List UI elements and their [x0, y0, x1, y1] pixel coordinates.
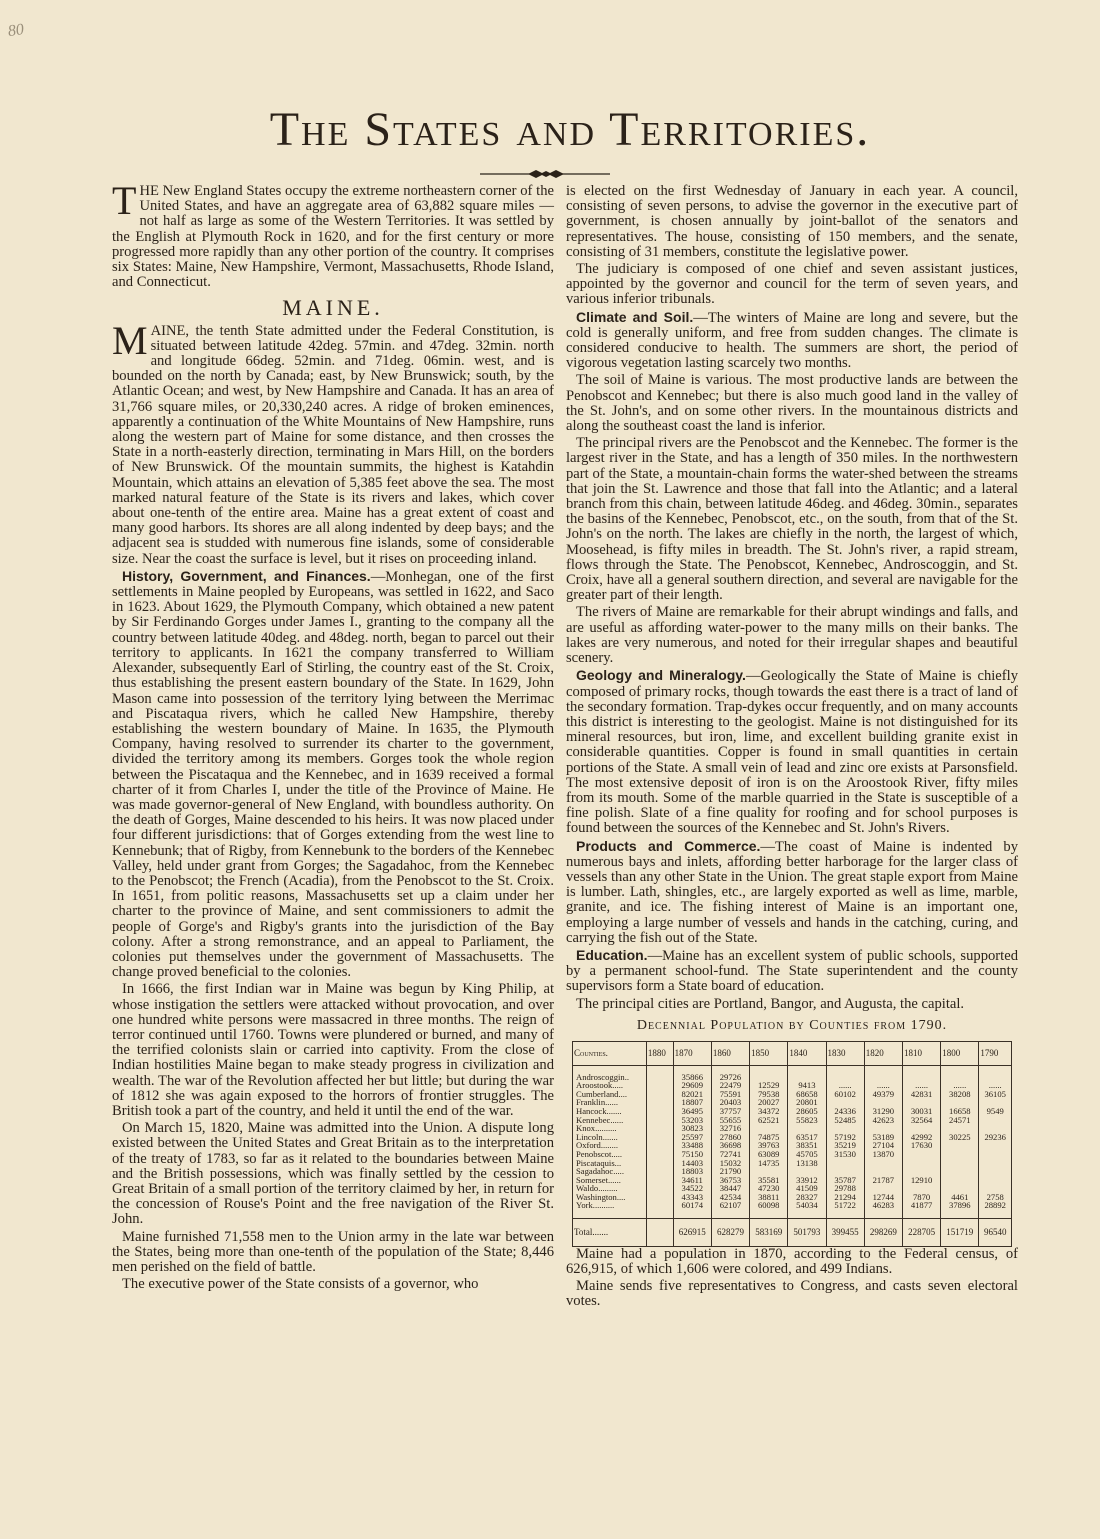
intro-text: HE New England States occupy the extreme northeastern corner of the United States, and have an aggregate area of 63,882 square miles — not half as large as some of the Western Territories. It was settled by the English at Plymouth Rock in 1620, and for the first century or more progressed more rapidly than any other portion of the country. It comprises six States: Maine, New Hampshire, Vermont, Massachusetts, Rhode Island, and Connecticut. — [112, 183, 554, 291]
population-cell: 14735 — [750, 1159, 788, 1168]
geology-heading: Geology and Mineralogy. — [576, 667, 746, 684]
population-cell: 52485 — [826, 1116, 864, 1125]
population-cell — [864, 1159, 902, 1168]
county-name-cell: Kennebec...... — [573, 1116, 647, 1125]
population-cell: 21294 — [826, 1193, 864, 1202]
county-name-cell: Franklin...... — [573, 1098, 647, 1107]
population-cell: 28605 — [788, 1107, 826, 1116]
population-cell: 60174 — [673, 1201, 711, 1218]
population-cell: 37757 — [711, 1107, 749, 1116]
county-name-cell: Waldo......... — [573, 1184, 647, 1193]
population-cell: 43343 — [673, 1193, 711, 1202]
population-cell: 38811 — [750, 1193, 788, 1202]
population-cell: 29726 — [711, 1065, 749, 1081]
population-cell: 33488 — [673, 1141, 711, 1150]
county-name-cell: Somerset...... — [573, 1176, 647, 1185]
population-cell — [902, 1065, 940, 1081]
header-cell: 1880 — [646, 1041, 673, 1065]
population-cell: 28892 — [979, 1201, 1012, 1218]
population-cell — [646, 1184, 673, 1193]
population-cell: 36698 — [711, 1141, 749, 1150]
population-cell: 32716 — [711, 1124, 749, 1133]
climate-text-1: —The winters of Maine are long and severe, but the cold is generally uniform, and free from sudden changes. The climate is considered conducive to health. The summers are short, the period of vigorous vegetation lasting scarcely two months. — [566, 309, 1018, 372]
county-name-cell: Sagadahoc..... — [573, 1167, 647, 1176]
population-cell: 82021 — [673, 1090, 711, 1099]
county-name-cell: Washington.... — [573, 1193, 647, 1202]
population-cell: 41877 — [902, 1201, 940, 1218]
population-cell — [979, 1176, 1012, 1185]
population-cell: 63089 — [750, 1150, 788, 1159]
population-cell — [646, 1176, 673, 1185]
table-row — [573, 1176, 1012, 1185]
population-cell: 55823 — [788, 1116, 826, 1125]
population-cell: 28327 — [788, 1193, 826, 1202]
population-cell — [902, 1150, 940, 1159]
table-row — [573, 1065, 1012, 1081]
population-cell: 9413 — [788, 1081, 826, 1090]
population-cell: 12529 — [750, 1081, 788, 1090]
population-cell: 27860 — [711, 1133, 749, 1142]
header-cell: 1820 — [864, 1041, 902, 1065]
table-row — [573, 1159, 1012, 1168]
population-cell: ...... — [826, 1081, 864, 1090]
population-cell: 29788 — [826, 1184, 864, 1193]
population-cell — [979, 1167, 1012, 1176]
section-title-maine: MAINE. — [282, 295, 384, 321]
table-row — [573, 1081, 1012, 1090]
population-cell: 53203 — [673, 1116, 711, 1125]
header-cell: Counties. — [573, 1041, 647, 1065]
population-cell — [646, 1098, 673, 1107]
representatives-paragraph: Maine sends five representatives to Congress, and casts seven electoral votes. — [566, 1278, 1018, 1310]
population-cell: 30225 — [941, 1133, 979, 1142]
maine-text-1: AINE, the tenth State admitted under the Federal Constitution, is situated between latitude 42deg. 57min. and 47deg. 32min. north and longitude 66deg. 52min. and 71deg. 06min. west, and is bounded on the north by Canada; east, by New Brunswick; south, by the Atlantic Ocean; and west, by New Hampshire and Canada. It has an area of 31,766 square miles, or 20,330,240 acres. A ridge of broken eminences, apparently a continuation of the White Mountains of New Hampshire, runs along the western part of Maine for some distance, and then crosses the State in a north-easterly direction, terminating in Mars Hill, on the borders of New Brunswick. Of the mountain summits, the highest is Katahdin Mountain, which attains an elevation of 5,385 feet above the sea. The most marked natural feature of the State is its rivers and lakes, which cover about one-tenth of the entire area. Maine has a great extent of coast and many good harbors. Its shores are all along indented by deep bays; and the adjacent sea is studded with numerous fine islands, some of considerable size. Near the coast the surface is level, but it rises on proceeding inland. — [112, 322, 554, 567]
intro-paragraph — [112, 178, 554, 291]
population-table-header-row — [573, 1041, 1012, 1065]
table-row — [573, 1090, 1012, 1099]
population-cell: ...... — [941, 1081, 979, 1090]
table-row — [573, 1116, 1012, 1125]
maine-paragraph-1 — [112, 317, 554, 567]
history-heading: History, Government, and Finances. — [122, 567, 371, 584]
population-cell — [646, 1081, 673, 1090]
population-cell: 62107 — [711, 1201, 749, 1218]
header-cell: 1850 — [750, 1041, 788, 1065]
total-cell: 583169 — [750, 1219, 788, 1247]
table-row — [573, 1150, 1012, 1159]
population-cell: 38351 — [788, 1141, 826, 1150]
population-cell — [646, 1159, 673, 1168]
population-cell: 24571 — [941, 1116, 979, 1125]
climate-paragraph-4: The rivers of Maine are remarkable for their abrupt windings and falls, and are useful as affording water-power to the many mills on their banks. The lakes are very numerous, and noted for their irregular shapes and beautiful scenery. — [566, 604, 1018, 667]
population-cell — [646, 1193, 673, 1202]
population-cell — [646, 1107, 673, 1116]
population-cell: 9549 — [979, 1107, 1012, 1116]
climate-paragraph-1 — [566, 310, 1018, 372]
population-cell: 17630 — [902, 1141, 940, 1150]
total-cell: 96540 — [979, 1219, 1012, 1247]
header-cell: 1800 — [941, 1041, 979, 1065]
education-paragraph-2: The principal cities are Portland, Bangor, and Augusta, the capital. — [576, 995, 965, 1012]
population-cell: 24336 — [826, 1107, 864, 1116]
total-cell: 151719 — [941, 1219, 979, 1247]
population-cell: 13138 — [788, 1159, 826, 1168]
population-cell: 72741 — [711, 1150, 749, 1159]
population-cell: 30031 — [902, 1107, 940, 1116]
geology-text: —Geologically the State of Maine is chiefly composed of primary rocks, though towards the east there is a tract of land of the secondary formation. Trap-dykes occur frequently, and on many accounts this district is interesting to the geologist. Maine is not distinguished for its mineral resources, but iron, lime, and excellent building granite exist in considerable quantities. Copper is found in small quantities in certain portions of the State. A small vein of lead and zinc ore exists at Parsonsfield. The most extensive deposit of iron is on the Aroostook River, fifty miles from its mouth. Some of the marble quarried in the State is susceptible of a fine polish. Slate of a fine quality for roofing and for school purposes is found between the sources of the Kennebec and St. John's Rivers. — [566, 668, 1018, 837]
population-cell: 21787 — [864, 1176, 902, 1185]
population-cell: 75591 — [711, 1090, 749, 1099]
population-cell — [979, 1150, 1012, 1159]
products-paragraph — [566, 839, 1018, 946]
population-cell: 34372 — [750, 1107, 788, 1116]
population-cell: 12910 — [902, 1176, 940, 1185]
population-cell: 74875 — [750, 1133, 788, 1142]
products-heading: Products and Commerce. — [576, 837, 761, 854]
population-cell: 39763 — [750, 1141, 788, 1150]
county-name-cell: Piscataquis... — [573, 1159, 647, 1168]
population-cell: 42623 — [864, 1116, 902, 1125]
population-cell: 2758 — [979, 1193, 1012, 1202]
population-cell — [941, 1176, 979, 1185]
header-cell: 1830 — [826, 1041, 864, 1065]
population-cell — [826, 1159, 864, 1168]
education-heading: Education. — [576, 946, 648, 963]
population-cell: 35219 — [826, 1141, 864, 1150]
header-cell: 1870 — [673, 1041, 711, 1065]
population-cell: 47230 — [750, 1184, 788, 1193]
population-cell: 15032 — [711, 1159, 749, 1168]
population-cell — [646, 1150, 673, 1159]
table-row — [573, 1193, 1012, 1202]
population-cell: 49379 — [864, 1090, 902, 1099]
population-cell: 75150 — [673, 1150, 711, 1159]
table-row — [573, 1141, 1012, 1150]
population-cell: 36753 — [711, 1176, 749, 1185]
population-cell: 12744 — [864, 1193, 902, 1202]
population-cell: 21790 — [711, 1167, 749, 1176]
table-row — [573, 1184, 1012, 1193]
population-cell: 18803 — [673, 1167, 711, 1176]
population-table-title: Decennial Population by Counties from 1790. — [636, 1017, 948, 1033]
population-cell: 57192 — [826, 1133, 864, 1142]
population-cell — [646, 1201, 673, 1218]
total-cell — [646, 1219, 673, 1247]
population-cell: 41509 — [788, 1184, 826, 1193]
right-column — [566, 184, 1018, 1311]
census-paragraph: Maine had a population in 1870, according to the Federal census, of 626,915, of which 1,606 were colored, and 499 Indians. — [566, 1245, 1018, 1277]
county-name-cell: Oxford........ — [573, 1141, 647, 1150]
population-cell — [941, 1141, 979, 1150]
population-cell: 29609 — [673, 1081, 711, 1090]
population-cell: 36495 — [673, 1107, 711, 1116]
history-paragraph-4: Maine furnished 71,558 men to the Union army in the late war between the States, being more than one-tenth of the population of the State; 8,446 men perished on the field of battle. — [112, 1228, 554, 1276]
intro-dropcap: T — [112, 178, 137, 223]
table-row — [573, 1098, 1012, 1107]
county-name-cell: Lincoln....... — [573, 1133, 647, 1142]
population-cell: 14403 — [673, 1159, 711, 1168]
page-title: The States and Territories. — [269, 103, 871, 156]
table-row — [573, 1107, 1012, 1116]
population-cell — [646, 1141, 673, 1150]
left-column — [112, 178, 554, 1294]
population-cell: 54034 — [788, 1201, 826, 1218]
population-cell: 68658 — [788, 1090, 826, 1099]
judiciary-paragraph: The judiciary is composed of one chief and seven assistant justices, appointed by the governor and council for the term of seven years, and various inferior tribunals. — [566, 261, 1018, 308]
population-cell: 46283 — [864, 1201, 902, 1218]
population-cell: 63517 — [788, 1133, 826, 1142]
population-cell — [646, 1065, 673, 1081]
population-cell: 45705 — [788, 1150, 826, 1159]
population-cell: 31290 — [864, 1107, 902, 1116]
population-cell: 7870 — [902, 1193, 940, 1202]
population-cell: 53189 — [864, 1133, 902, 1142]
population-cell: 42992 — [902, 1133, 940, 1142]
population-cell — [646, 1133, 673, 1142]
header-cell: 1790 — [979, 1041, 1012, 1065]
header-cell: 1840 — [788, 1041, 826, 1065]
population-cell — [979, 1159, 1012, 1168]
population-cell: 38447 — [711, 1184, 749, 1193]
population-cell: 42534 — [711, 1193, 749, 1202]
government-paragraph: is elected on the first Wednesday of January in each year. A council, consisting of seven persons, to advise the governor in the executive part of government, is chosen annually by joint-ballot of the senators and representatives. The house, consisting of 150 members, and the senate, consisting of 31 members, constitute the legislative power. — [566, 183, 1018, 260]
geology-paragraph — [566, 668, 1018, 836]
population-cell: 25597 — [673, 1133, 711, 1142]
page-number-mark: 80 — [6, 20, 26, 41]
population-cell — [788, 1065, 826, 1081]
total-cell: 626915 — [673, 1219, 711, 1247]
population-cell — [941, 1159, 979, 1168]
table-row — [573, 1124, 1012, 1133]
county-name-cell: Penobscot..... — [573, 1150, 647, 1159]
county-name-cell: Knox.......... — [573, 1124, 647, 1133]
population-cell: 35581 — [750, 1176, 788, 1185]
population-table-body — [573, 1065, 1012, 1246]
header-cell: 1860 — [711, 1041, 749, 1065]
population-cell: 4461 — [941, 1193, 979, 1202]
total-cell: 228705 — [902, 1219, 940, 1247]
total-cell: 628279 — [711, 1219, 749, 1247]
total-cell: 399455 — [826, 1219, 864, 1247]
table-row — [573, 1133, 1012, 1142]
population-cell — [826, 1065, 864, 1081]
population-cell: 42831 — [902, 1090, 940, 1099]
climate-heading: Climate and Soil. — [576, 308, 694, 325]
total-cell: 501793 — [788, 1219, 826, 1247]
population-cell: 31530 — [826, 1150, 864, 1159]
population-cell: 22479 — [711, 1081, 749, 1090]
county-name-cell: Cumberland.... — [573, 1090, 647, 1099]
header-cell: 1810 — [902, 1041, 940, 1065]
population-cell — [646, 1124, 673, 1133]
population-cell: ...... — [902, 1081, 940, 1090]
population-cell: 35787 — [826, 1176, 864, 1185]
population-cell — [941, 1065, 979, 1081]
population-cell: 60098 — [750, 1201, 788, 1218]
history-paragraph-5: The executive power of the State consists of a governor, who — [122, 1276, 479, 1293]
population-cell — [941, 1150, 979, 1159]
climate-paragraph-2: The soil of Maine is various. The most productive lands are between the Penobscot and Kennebec; but there is also much good land in the valley of the St. John's, and on some other rivers. In the mountainous districts and along the southeast coast the land is inferior. — [566, 372, 1018, 435]
population-cell — [979, 1116, 1012, 1125]
population-cell: ...... — [979, 1081, 1012, 1090]
population-cell — [902, 1159, 940, 1168]
population-cell: 18807 — [673, 1098, 711, 1107]
population-cell: 38208 — [941, 1090, 979, 1099]
population-cell: 13870 — [864, 1150, 902, 1159]
history-paragraph-1 — [112, 569, 554, 980]
county-name-cell: Aroostook..... — [573, 1081, 647, 1090]
population-cell: ...... — [864, 1081, 902, 1090]
population-cell: 27104 — [864, 1141, 902, 1150]
population-cell — [979, 1065, 1012, 1081]
population-cell: 30823 — [673, 1124, 711, 1133]
population-cell: 36105 — [979, 1090, 1012, 1099]
county-name-cell: Hancock....... — [573, 1107, 647, 1116]
population-cell — [979, 1141, 1012, 1150]
population-cell: 62521 — [750, 1116, 788, 1125]
population-cell: 29236 — [979, 1133, 1012, 1142]
population-cell: 33912 — [788, 1176, 826, 1185]
population-cell: 20403 — [711, 1098, 749, 1107]
education-text-1: —Maine has an excellent system of public schools, supported by a permanent school-fund. The State superintendent and the county supervisors form a State board of education. — [566, 947, 1018, 995]
climate-paragraph-3: The principal rivers are the Penobscot and the Kennebec. The former is the largest river in the State, and has a length of 350 miles. In the northwestern part of the State, a mountain-chain forms the water-shed between the streams that join the St. Lawrence and those that fall into the Atlantic; and a lateral branch from this chain, between latitude 46deg. and 46deg. 30min., separates the basins of the Kennebec, Penobscot, etc., on the south, from that of the St. John's on the north. The lakes are chiefly in the north, the largest of which, Moosehead, is fifty miles in breadth. The St. John's river, a rapid stream, flows through the State. The Penobscot, Kennebec, Androscoggin, and St. Croix, have all a general southern direction, and several are navigable for the greater part of their length. — [566, 435, 1018, 604]
population-cell — [646, 1167, 673, 1176]
maine-dropcap: M — [112, 317, 148, 363]
county-name-cell: Androscoggin.. — [573, 1065, 647, 1081]
population-cell — [646, 1090, 673, 1099]
population-cell: 32564 — [902, 1116, 940, 1125]
table-row — [573, 1167, 1012, 1176]
population-cell: 34522 — [673, 1184, 711, 1193]
population-cell: 20801 — [788, 1098, 826, 1107]
population-cell: 51722 — [826, 1201, 864, 1218]
population-cell — [864, 1065, 902, 1081]
population-cell: 34611 — [673, 1176, 711, 1185]
title-ornament — [480, 169, 610, 179]
table-total-row — [573, 1219, 1012, 1247]
population-cell: 79538 — [750, 1090, 788, 1099]
total-cell: 298269 — [864, 1219, 902, 1247]
history-paragraph-3: On March 15, 1820, Maine was admitted into the Union. A dispute long existed between the United States and Great Britain as to the interpretation of the treaty of 1783, so far as it related to the boundaries between Maine and the British possessions, which was finally settled by the cession to Great Britain of a small portion of the territory claimed by her, in return for the concession of Rouse's Point and the free navigation of the River St. John. — [112, 1120, 554, 1228]
population-cell: 16658 — [941, 1107, 979, 1116]
history-text-1: —Monhegan, one of the first settlements in Maine peopled by Europeans, was settled in 1622, and Saco in 1623. About 1629, the Plymouth Company, which obtained a new patent by Sir Ferdinando Gorges under James I., granting to the company all the country between latitude 40deg. and 48deg. north, began to parcel out their territory to applicants. In 1621 the company transferred to William Alexander, subsequently Earl of Stirling, the country east of the St. Croix, thus establishing the present eastern boundary of the State. In 1629, John Mason came into possession of the territory lying between the Merrimac and Piscataqua rivers, which he called New Hampshire, thereby establishing the western boundary of Maine. In 1635, the Plymouth Company, having resolved to surrender its charter to the government, divided the territory among its members. Gorges took the whole region between the Piscataqua and the Kennebec, and in 1639 received a formal charter of it from Charles I, under the title of the Province of Maine. He was made governor-general of New England, with boundless authority. On the death of Gorges, Maine descended to his heirs. It was now placed under four different jurisdictions: that of Gorges extending from the west line to Kennebunk; that of Rigby, from Kennebunk to the borders of the Kennebec Valley, held under grant from Gorges; the Sagadahoc, from the Kennebec to the Penobscot; the French (Acadia), from the Penobscot to the St. Croix. In 1651, from politic reasons, Massachusetts set up a claim under her charter to the province of Maine, and sent commissioners to admit the people of Gorge's and Rigby's grants into the jurisdiction of the Bay colony. After a strong remonstrance, and an appeal to Parliament, the colonies put themselves under the government of Massachusetts. The change proved beneficial to the colonies. — [112, 568, 554, 981]
population-cell — [750, 1065, 788, 1081]
population-cell: 35866 — [673, 1065, 711, 1081]
history-paragraph-2: In 1666, the first Indian war in Maine was begun by King Philip, at whose instigation the settlers were attacked without provocation, and over one hundred white persons were massacred in three months. The reign of terror continued until 1760. Towns were plundered or burned, and many of the terrified colonists slain or carried into captivity. From the close of Indian hostilities Maine began to make steady progress in civilization and wealth. The war of the Revolution affected her but little; but during the war of 1812 she was again exposed to the horrors of frontier struggles. The British took a part of the country, and held it until the end of the war. — [112, 981, 554, 1119]
population-cell: 20027 — [750, 1098, 788, 1107]
county-name-cell: York.......... — [573, 1201, 647, 1218]
education-paragraph-1 — [566, 948, 1018, 995]
population-cell — [646, 1116, 673, 1125]
population-table — [572, 1041, 1012, 1247]
products-text: —The coast of Maine is indented by numerous bays and inlets, affording better harborage for the larger class of vessels than any other State in the Union. The great staple export from Maine is lumber. Lath, shingles, etc., are largely exported as well as lime, marble, granite, and ice. The fishing interest of Maine is an important one, employing a large number of vessels and hands in the catching, curing, and carrying the fish out of the State. — [566, 838, 1019, 946]
population-cell: 55655 — [711, 1116, 749, 1125]
population-cell: 60102 — [826, 1090, 864, 1099]
total-label-cell: Total....... — [573, 1219, 647, 1247]
table-row — [573, 1201, 1012, 1218]
population-cell — [941, 1167, 979, 1176]
population-cell: 37896 — [941, 1201, 979, 1218]
